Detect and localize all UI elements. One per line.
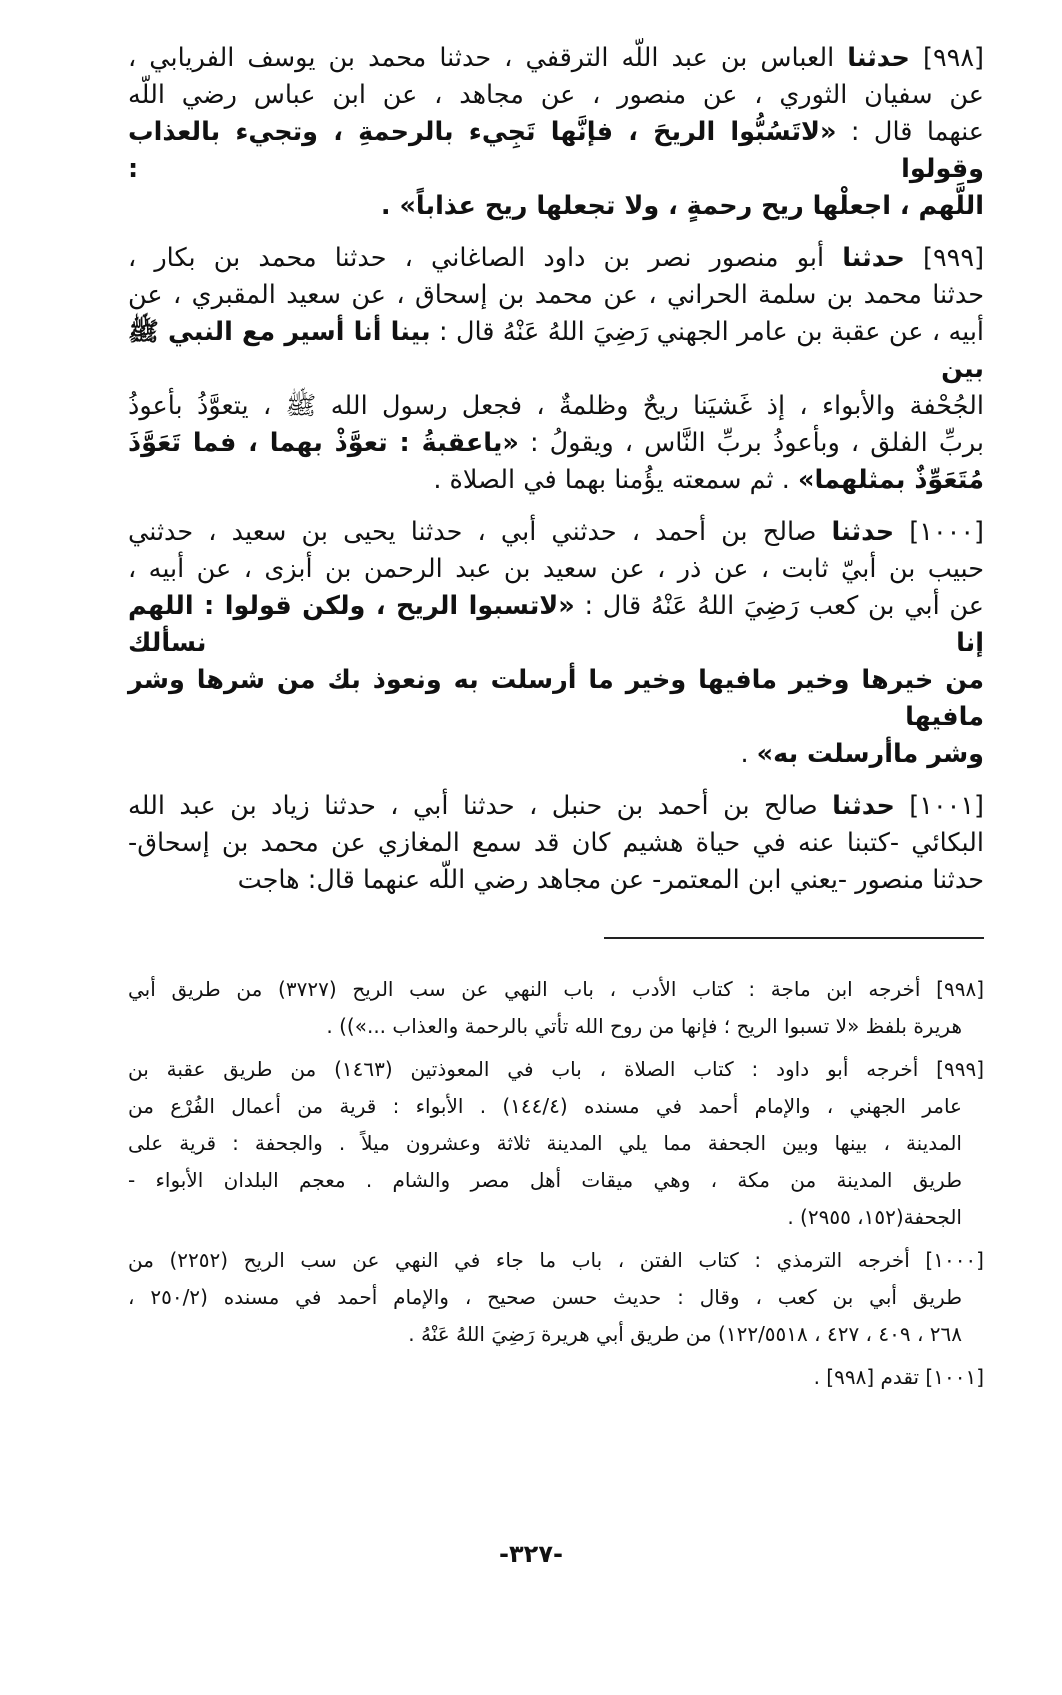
- text-segment: .: [740, 739, 757, 769]
- hadith-paragraph: [128, 788, 984, 899]
- hadith-paragraph: [128, 514, 984, 773]
- text-line: [128, 862, 984, 899]
- text-segment: [٩٩٩]: [904, 243, 985, 273]
- text-segment: الجُحْفة والأبواء ، إذ غَشيَنا ريحٌ وظلمةٌ ، فجعل رسول الله ﷺ ، يتعوَّذُ بأعوذُ: [128, 391, 984, 421]
- text-segment: بربِّ الفلق ، وبأعوذُ بربِّ النَّاس ، ويقولُ :: [518, 428, 984, 458]
- hadith-paragraph: [128, 40, 984, 225]
- footnote-line: طريق أبي بن كعب ، وقال : حديث حسن صحيح ، والإمام أحمد في مسنده (٢٥٠/٢ ،: [128, 1285, 963, 1309]
- footnote-line: المدينة ، بينها وبين الجحفة مما يلي المدينة ثلاثة وعشرون ميلاً . والجحفة : قرية على: [128, 1131, 962, 1155]
- text-line: [128, 314, 984, 388]
- main-text: [128, 40, 984, 899]
- text-segment: حدثنا منصور -يعني ابن المعتمر- عن مجاهد رضي اللّه عنهما قال: هاجت: [237, 865, 984, 895]
- text-line: [128, 514, 984, 551]
- text-line: [128, 388, 984, 425]
- footnote-line: [٩٩٨] أخرجه ابن ماجة : كتاب الأدب ، باب النهي عن سب الريح (٣٧٢٧) من طريق أبي: [128, 977, 984, 1001]
- footnote-line: [١٠٠٠] أخرجه الترمذي : كتاب الفتن ، باب ما جاء في النهي عن سب الريح (٢٢٥٢) من: [128, 1248, 984, 1272]
- bold-text-segment: «لاتَسُبُّوا الريحَ ، فإنَّها تَجِيء بالرحمةِ ، وتجيء بالعذاب وقولوا :: [128, 117, 984, 184]
- text-segment: [١٠٠١]: [894, 791, 984, 821]
- bold-text-segment: «ياعقبةُ : تعوَّذْ بهما ، فما تَعَوَّذَ: [128, 428, 519, 458]
- text-segment: [١٠٠٠]: [894, 517, 984, 547]
- text-segment: حدثنا محمد بن سلمة الحراني ، عن محمد بن إسحاق ، عن سعيد المقبري ، عن: [128, 280, 984, 310]
- text-segment: عنهما قال :: [836, 117, 984, 147]
- footnote-line: هريرة بلفظ «لا تسبوا الريح ؛ فإنها من روح الله تأتي بالرحمة والعذاب ...»)) .: [326, 1014, 962, 1038]
- footnote-line: [١٠٠١] تقدم [٩٩٨] .: [813, 1365, 984, 1389]
- bold-text-segment: بينا أنا أسير مع النبي ﷺ بين: [128, 317, 984, 384]
- footnote: [128, 971, 984, 1045]
- text-line: [128, 77, 984, 114]
- text-line: [128, 588, 984, 662]
- text-segment: العباس بن عبد اللّه الترقفي ، حدثنا محمد بن يوسف الفريابي ،: [128, 43, 848, 73]
- bold-text-segment: وشر ماأرسلت به»: [756, 739, 984, 769]
- page-number: -٣٢٧-: [499, 1540, 563, 1568]
- text-segment: صالح بن أحمد بن حنبل ، حدثنا أبي ، حدثنا زياد بن عبد الله: [128, 791, 833, 821]
- footnote: [128, 1051, 984, 1236]
- bold-text-segment: حدثنا: [847, 43, 910, 73]
- bold-text-segment: من خيرها وخير مافيها وخير ما أرسلت به ونعوذ بك من شرها وشر مافيها: [128, 665, 984, 732]
- text-line: [128, 662, 984, 736]
- bold-text-segment: حدثنا: [832, 791, 895, 821]
- text-line: [128, 188, 984, 225]
- text-line: [128, 551, 984, 588]
- text-segment: عن أبي بن كعب رَضِيَ اللهُ عَنْهُ قال :: [574, 591, 984, 621]
- text-segment: حبيب بن أبيّ ثابت ، عن ذر ، عن سعيد بن عبد الرحمن بن أبزى ، عن أبيه ،: [128, 554, 984, 584]
- bold-text-segment: اللَّهم ، اجعلْها ريح رحمةٍ ، ولا تجعلها ريح عذاباً» .: [380, 191, 984, 221]
- footnote: [128, 1359, 984, 1396]
- text-segment: [٩٩٨]: [909, 43, 984, 73]
- footnote-line: عامر الجهني ، والإمام أحمد في مسنده (١٤٤/٤) . الأبواء : قرية من أعمال الفُرْع من: [128, 1094, 962, 1118]
- text-line: [128, 825, 984, 862]
- text-line: [128, 425, 984, 462]
- text-line: [128, 788, 984, 825]
- text-line: [128, 40, 984, 77]
- text-line: [128, 462, 984, 499]
- text-segment: أبو منصور نصر بن داود الصاغاني ، حدثنا محمد بن بكار ،: [128, 243, 843, 273]
- text-line: [128, 277, 984, 314]
- bold-text-segment: حدثنا: [842, 243, 905, 273]
- text-line: [128, 736, 984, 773]
- text-line: [128, 240, 984, 277]
- footnote-line: الجحفة(١٥٢، ٢٩٥٥) .: [787, 1205, 962, 1229]
- footnote: [128, 1242, 984, 1353]
- text-line: [128, 114, 984, 188]
- bold-text-segment: مُتَعَوِّذٌ بمثلهما»: [797, 465, 984, 495]
- footnote-line: [٩٩٩] أخرجه أبو داود : كتاب الصلاة ، باب في المعوذتين (١٤٦٣) من طريق عقبة بن: [128, 1057, 984, 1081]
- text-segment: البكائي -كتبنا عنه في حياة هشيم كان قد سمع المغازي عن محمد بن إسحاق-: [128, 828, 984, 858]
- text-segment: . ثم سمعته يؤُمنا بهما في الصلاة .: [433, 465, 798, 495]
- text-segment: عن سفيان الثوري ، عن منصور ، عن مجاهد ، عن ابن عباس رضي اللّه: [128, 80, 984, 110]
- bold-text-segment: «لاتسبوا الريح ، ولكن قولوا : اللهم إنا نسألك: [128, 591, 984, 658]
- footnote-separator: [604, 937, 984, 939]
- footnote-line: طريق المدينة من مكة ، وهي ميقات أهل مصر والشام . معجم البلدان الأبواء -: [128, 1168, 962, 1192]
- bold-text-segment: حدثنا: [831, 517, 895, 547]
- hadith-paragraph: [128, 240, 984, 499]
- footnote-line: ٢٦٨ ، ٤٠٩ ، ٤٢٧ ، ١٢٢/٥٥١٨) من طريق أبي هريرة رَضِيَ اللهُ عَنْهُ .: [408, 1322, 962, 1346]
- text-segment: أبيه ، عن عقبة بن عامر الجهني رَضِيَ اللهُ عَنْهُ قال :: [430, 317, 985, 347]
- footnotes: [128, 971, 984, 1396]
- text-segment: صالح بن أحمد ، حدثني أبي ، حدثنا يحيى بن سعيد ، حدثني: [128, 517, 832, 547]
